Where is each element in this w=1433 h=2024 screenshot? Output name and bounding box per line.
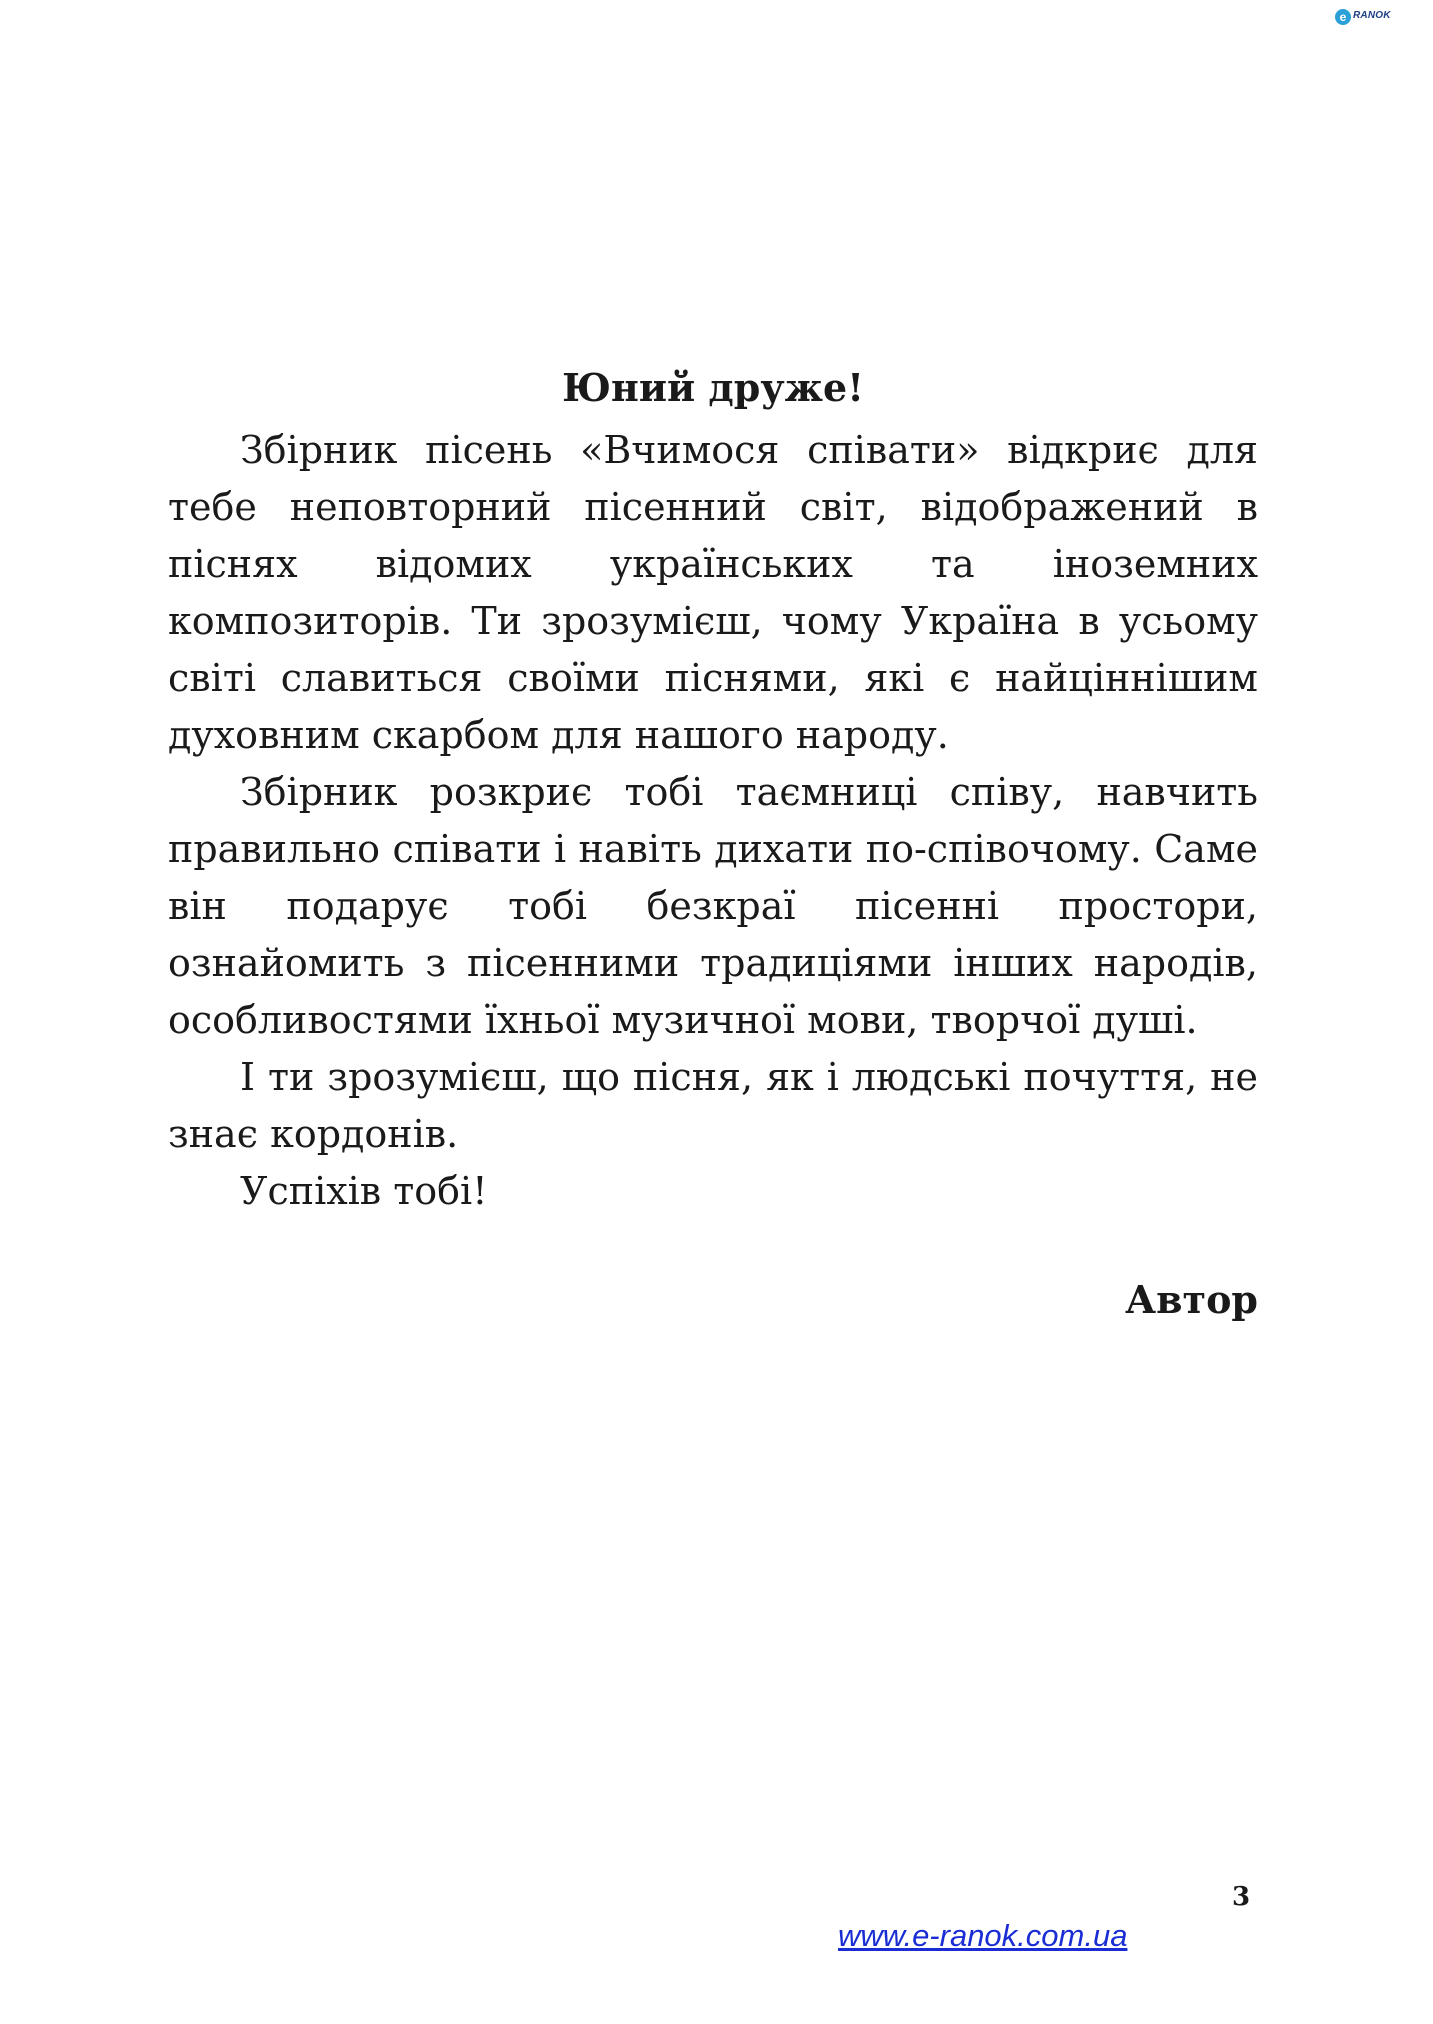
publisher-logo bbox=[1334, 6, 1402, 28]
page-number: 3 bbox=[1232, 1882, 1251, 1912]
page-content bbox=[168, 360, 1258, 1328]
logo-text: RANOK bbox=[1353, 10, 1391, 21]
paragraph-intro: Збірник пісень «Вчимося співати» відкриє для тебе неповторний пісенний світ, відображений в піснях відомих українських та іноземних композиторів. Ти зрозумієш, чому Україна в усьому світі славиться своїми піснями, які є найціннішим духовним скарбом для нашого народу. bbox=[168, 428, 1258, 757]
paragraph-secrets: Збірник розкриє тобі таємниці співу, навчить правильно співати і навіть дихати по-співочому. Саме він подарує тобі безкраї пісенні простори, ознайомить з пісенними традиціями інших народів, особливостями їхньої музичної мови, творчої душі. bbox=[168, 770, 1258, 1042]
publisher-website-link[interactable]: www.e-ranok.com.ua bbox=[838, 1918, 1128, 1953]
page-title: Юний друже! bbox=[562, 365, 864, 410]
author-signature: Автор bbox=[1125, 1277, 1258, 1322]
paragraph-borders: І ти зрозумієш, що пісня, як і людські почуття, не знає кордонів. bbox=[168, 1055, 1258, 1156]
e-ranok-logo-icon bbox=[1334, 8, 1352, 26]
svg-text:e: e bbox=[1339, 10, 1347, 24]
paragraph-wishes: Успіхів тобі! bbox=[240, 1169, 488, 1213]
